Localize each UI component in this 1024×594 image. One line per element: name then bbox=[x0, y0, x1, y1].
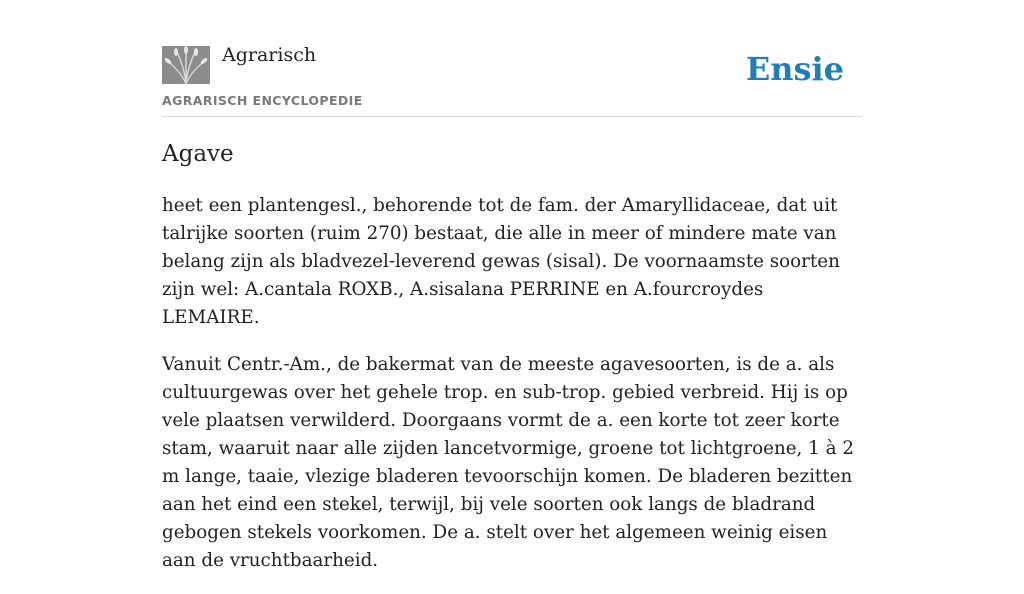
article-paragraph: heet een plantengesl., behorende tot de fam. der Amaryllidaceae, dat uit talrijke soorten (ruim 270) bestaat, die alle in meer of mindere mate van belang zijn als bladvezel-leverend gewas (sisal). De voornaamste soorten zijn wel: A.cantala ROXB., A.sisalana PERRINE en A.fourcroydes LEMAIRE. bbox=[162, 195, 840, 328]
article-paragraph: Vanuit Centr.-Am., de bakermat van de meeste agavesoorten, is de a. als cultuurgewas over het gehele trop. en sub-trop. gebied verbreid. Hij is op vele plaatsen verwilderd. Doorgaans vormt de a. een korte tot zeer korte stam, waaruit naar alle zijden lancetvormige, groene tot lichtgroene, 1 à 2 m lange, taaie, vlezige bladeren tevoorschijn komen. De bladeren bezitten aan het eind een stekel, terwijl, bij vele soorten ook langs de bladrand gebogen stekels voorkomen. De a. stelt over het algemeen weinig eisen aan de vruchtbaarheid. bbox=[162, 354, 854, 571]
ensie-brand-link[interactable]: Ensie bbox=[745, 50, 844, 88]
article bbox=[162, 138, 862, 594]
site-subtitle[interactable]: AGRARISCH ENCYCLOPEDIE bbox=[162, 93, 363, 108]
article-title: Agave bbox=[162, 141, 234, 167]
wheat-logo-icon[interactable] bbox=[162, 46, 210, 84]
site-name[interactable]: Agrarisch bbox=[222, 44, 317, 66]
site-header bbox=[162, 0, 862, 117]
